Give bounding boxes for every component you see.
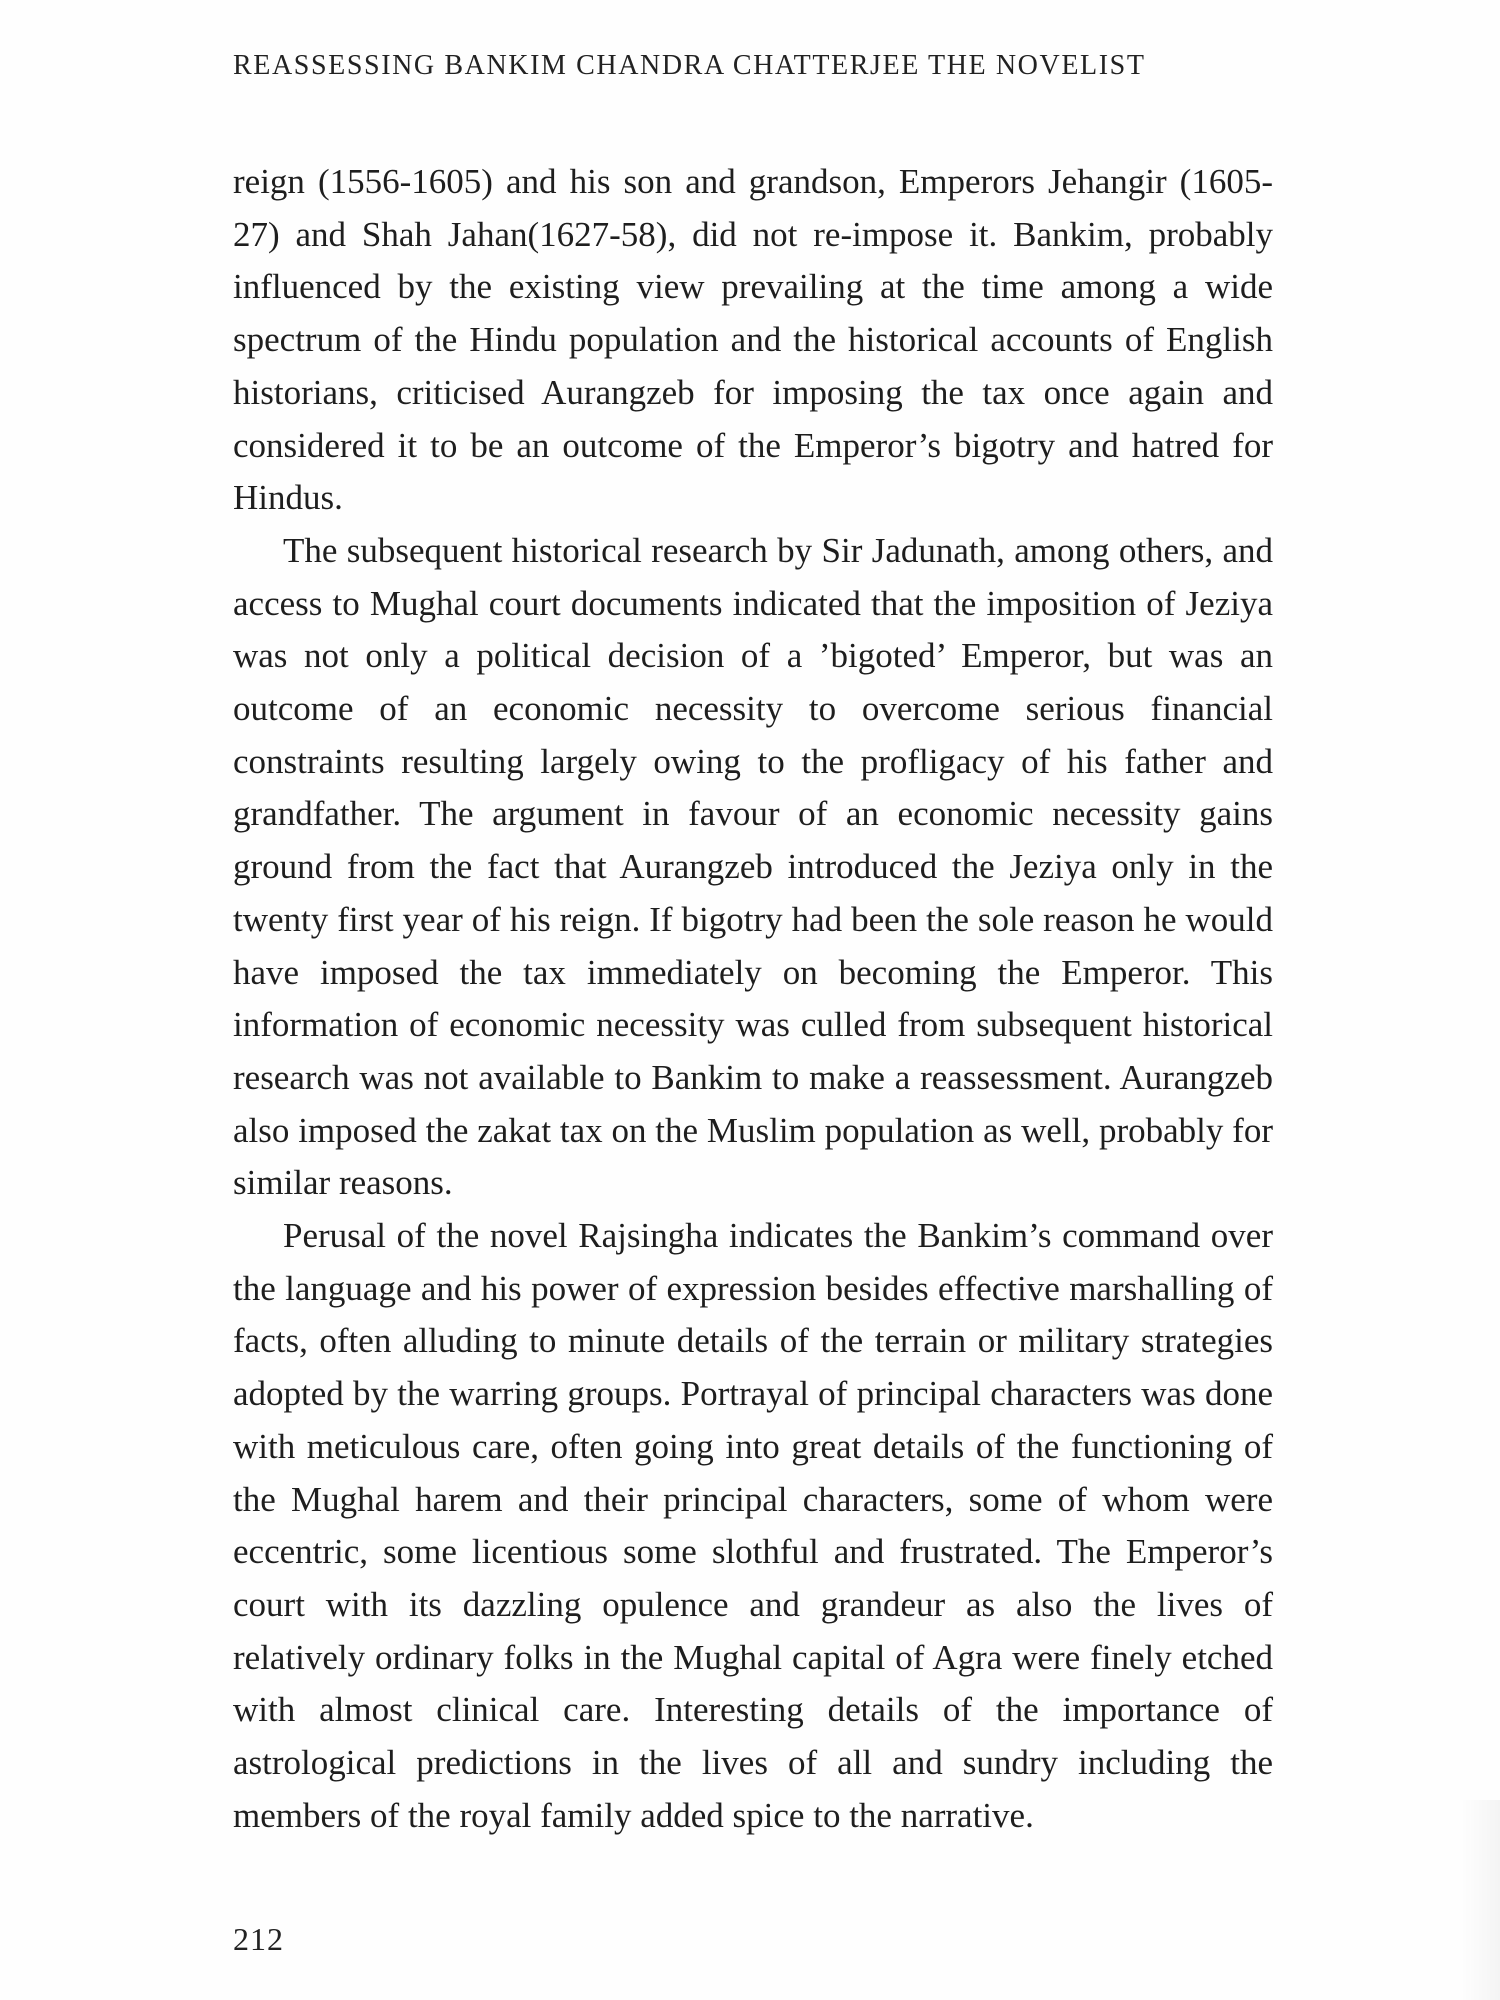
page-number: 212 <box>233 1921 284 1957</box>
paragraph-3: Perusal of the novel Rajsingha indicates the Bankim’s command over the language and his power of expression besides effective marshalling of facts, often alluding to minute details of the terrain or military strategies adopted by the warring groups. Portrayal of principal characters was done with meticulous care, often going into great details of the functioning of the Mughal harem and their principal characters, some of whom were eccentric, some licentious some slothful and frustrated. The Emperor’s court with its dazzling opulence and grandeur as also the lives of relatively ordinary folks in the Mughal capital of Agra were finely etched with almost clinical care. Interesting details of the importance of astrological predictions in the lives of all and sundry including the members of the royal family added spice to the narrative. <box>233 1216 1273 1835</box>
body-text <box>233 156 1273 1843</box>
page-edge-shadow <box>1460 1800 1500 2000</box>
running-head: REASSESSING BANKIM CHANDRA CHATTERJEE THE NOVELIST <box>233 50 1146 81</box>
paragraph-1: reign (1556-1605) and his son and grandson, Emperors Jehangir (1605-27) and Shah Jahan(1627-58), did not re-impose it. Bankim, probably influenced by the existing view prevailing at the time among a wide spectrum of the Hindu population and the historical accounts of English historians, criticised Aurangzeb for imposing the tax once again and considered it to be an outcome of the Emperor’s bigotry and hatred for Hindus. <box>233 162 1273 518</box>
paragraph-2: The subsequent historical research by Sir Jadunath, among others, and access to Mughal court documents indicated that the imposition of Jeziya was not only a political decision of a ’bigoted’ Emperor, but was an outcome of an economic necessity to overcome serious financial constraints resulting largely owing to the profligacy of his father and grandfather. The argument in favour of an economic necessity gains ground from the fact that Aurangzeb introduced the Jeziya only in the twenty first year of his reign. If bigotry had been the sole reason he would have imposed the tax immediately on becoming the Emperor. This information of economic necessity was culled from subsequent historical research was not available to Bankim to make a reassessment. Aurangzeb also imposed the zakat tax on the Muslim population as well, probably for similar reasons. <box>233 530 1273 1203</box>
